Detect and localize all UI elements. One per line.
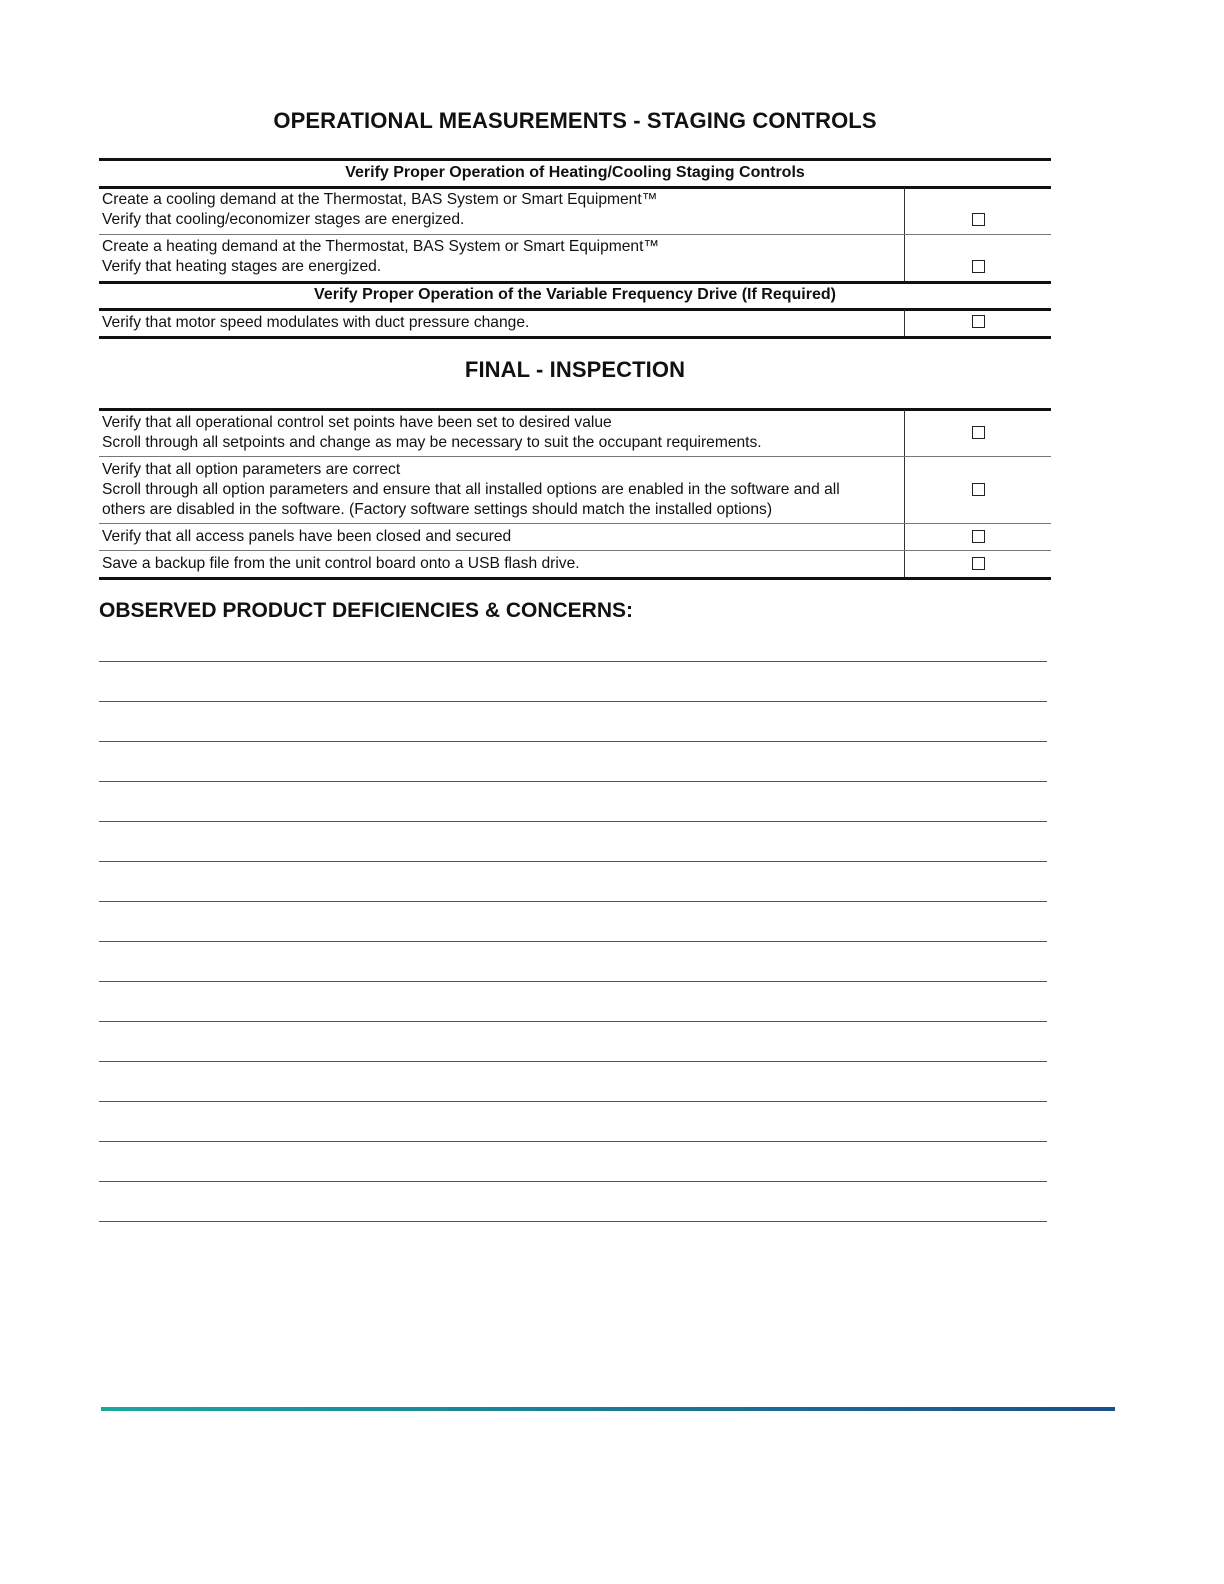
column-divider [904,310,905,337]
table-bottom-rule [99,336,1051,339]
checkbox-access-panels[interactable] [972,530,985,543]
write-line[interactable] [99,781,1047,782]
footer-gradient-bar [101,1407,1115,1411]
final-inspection-table [99,408,1051,583]
write-line[interactable] [99,861,1047,862]
row-text: Verify that all operational control set points have been set to desired value [102,414,612,431]
write-line[interactable] [99,661,1047,662]
section-heading-staging: Verify Proper Operation of Heating/Cooling Staging Controls [345,164,805,181]
row-text: Verify that all option parameters are correct [102,461,401,478]
write-line[interactable] [99,1061,1047,1062]
checkbox-motor-speed[interactable] [972,315,985,328]
table-row-access-panels [102,527,892,547]
checkbox-cooling-stages[interactable] [972,213,985,226]
staging-controls-table [99,158,1051,340]
table-row-cooling-demand [102,190,892,230]
row-text: Create a heating demand at the Thermostat, BAS System or Smart Equipment™ [102,238,660,255]
write-line[interactable] [99,1141,1047,1142]
row-text: Verify that all access panels have been closed and secured [102,528,512,545]
observed-deficiencies-heading: OBSERVED PRODUCT DEFICIENCIES & CONCERNS: [99,599,634,622]
row-text: Scroll through all setpoints and change as may be necessary to suit the occupant requirements. [102,434,762,451]
row-text: Verify that heating stages are energized. [102,258,382,275]
table-top-rule [99,158,1051,161]
row-text: Verify that cooling/economizer stages are energized. [102,211,465,228]
table-row-heating-demand [102,237,892,277]
write-line[interactable] [99,821,1047,822]
table-top-rule [99,408,1051,411]
table-row-backup-file [102,554,892,574]
section-heading-vfd: Verify Proper Operation of the Variable Frequency Drive (If Required) [314,286,836,303]
final-inspection-title: FINAL - INSPECTION [464,357,686,382]
staging-controls-title: OPERATIONAL MEASUREMENTS - STAGING CONTROLS [273,108,877,133]
write-line[interactable] [99,741,1047,742]
table-bottom-rule [99,577,1051,580]
row-rule [99,550,1051,551]
write-line[interactable] [99,941,1047,942]
checkbox-heating-stages[interactable] [972,260,985,273]
write-line[interactable] [99,1101,1047,1102]
section-rule [99,186,1051,189]
table-row-motor-speed [102,313,892,333]
write-line[interactable] [99,1221,1047,1222]
row-text: Save a backup file from the unit control board onto a USB flash drive. [102,555,580,572]
row-text: Verify that motor speed modulates with duct pressure change. [102,314,530,331]
row-text: Scroll through all option parameters and ensure that all installed options are enabled in the software and all [102,481,840,498]
write-line[interactable] [99,701,1047,702]
section-rule [99,308,1051,311]
row-rule [99,456,1051,457]
write-line[interactable] [99,1021,1047,1022]
column-divider [904,410,905,578]
write-line[interactable] [99,1181,1047,1182]
column-divider [904,188,905,282]
row-text: Create a cooling demand at the Thermostat, BAS System or Smart Equipment™ [102,191,658,208]
checkbox-backup-file[interactable] [972,557,985,570]
row-rule [99,234,1051,235]
table-row-set-points [102,413,892,453]
section-rule [99,281,1051,284]
checkbox-set-points[interactable] [972,426,985,439]
write-line[interactable] [99,901,1047,902]
write-line[interactable] [99,981,1047,982]
row-rule [99,523,1051,524]
checkbox-option-parameters[interactable] [972,483,985,496]
table-row-option-parameters [102,460,892,520]
row-text: others are disabled in the software. (Factory software settings should match the installed options) [102,501,773,518]
